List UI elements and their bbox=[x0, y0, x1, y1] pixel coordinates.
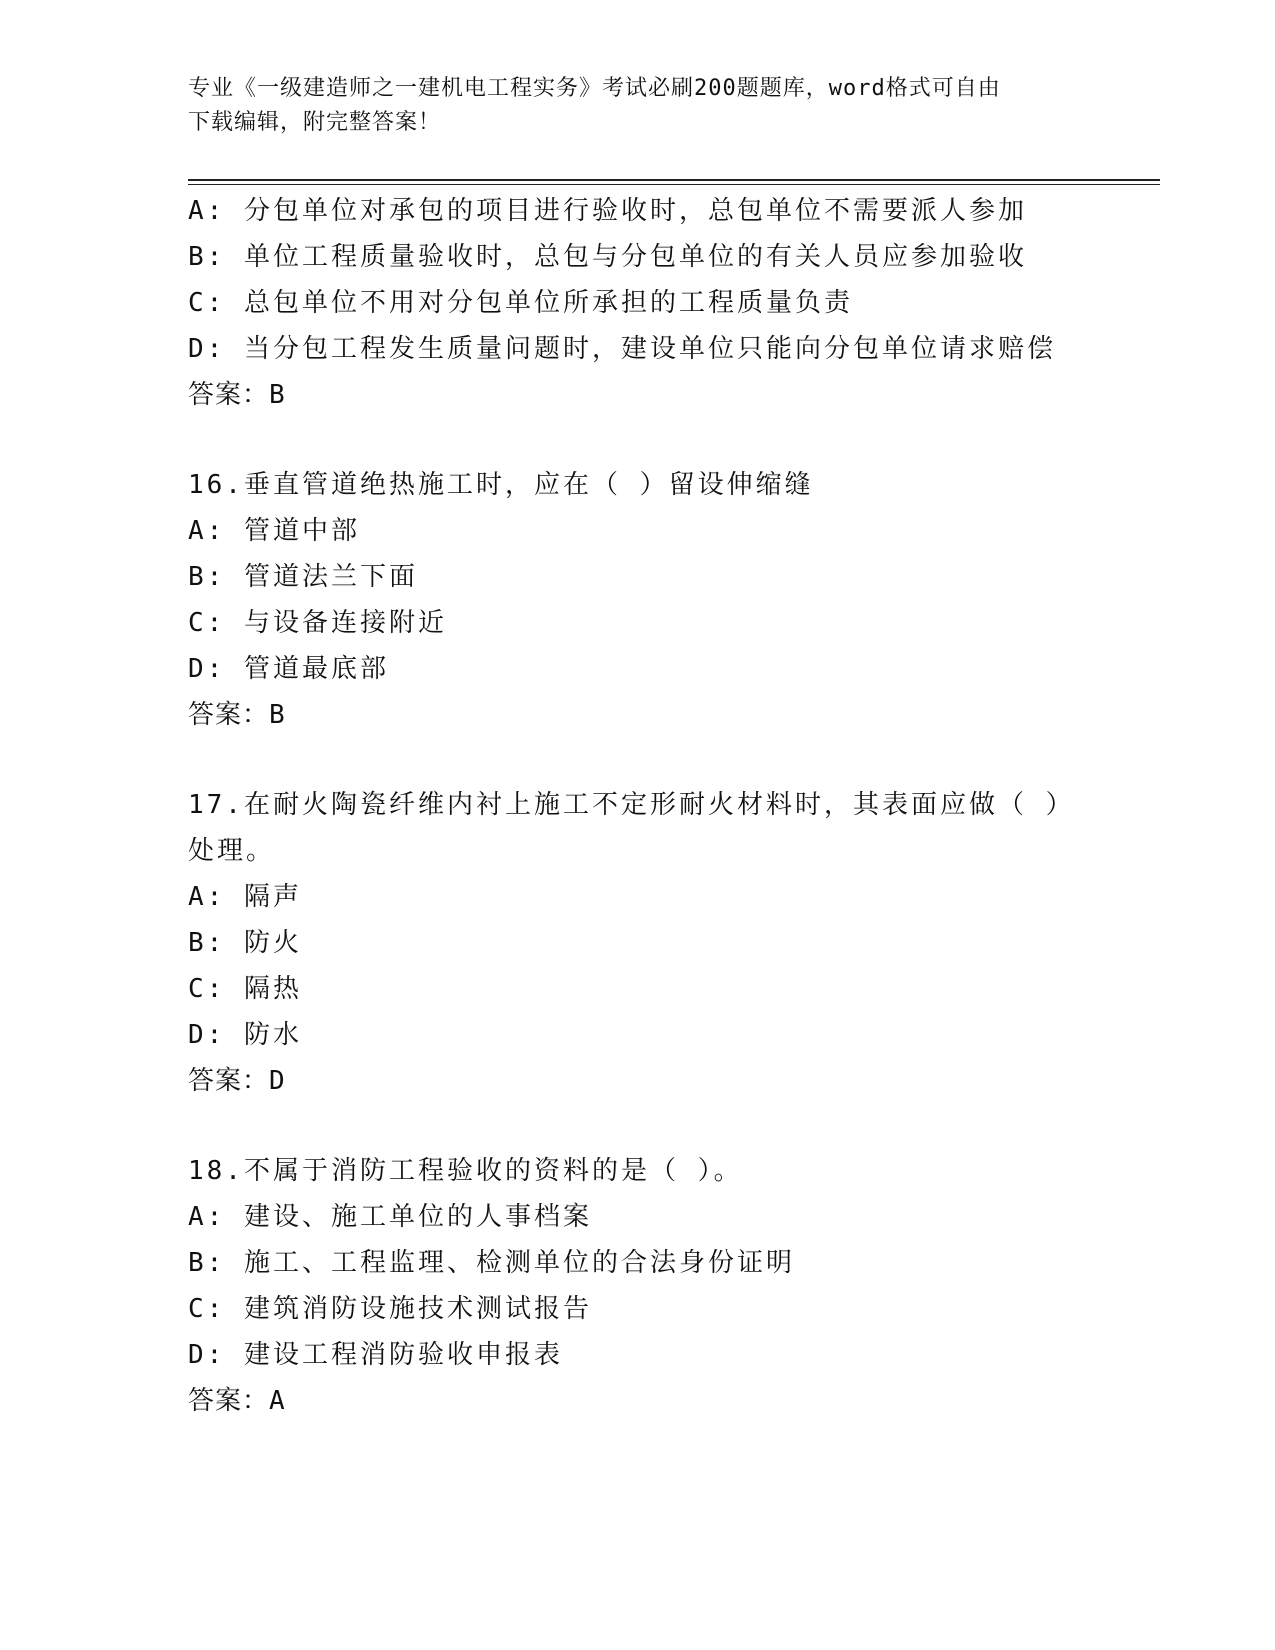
header-divider-thin bbox=[188, 184, 1160, 185]
header-line-2: 下载编辑，附完整答案！ bbox=[188, 110, 442, 135]
question-stem: 16.垂直管道绝热施工时，应在（ ）留设伸缩缝 bbox=[188, 470, 814, 500]
option-a: A: 分包单位对承包的项目进行验收时，总包单位不需要派人参加 bbox=[188, 196, 1027, 226]
option-c: C: 总包单位不用对分包单位所承担的工程质量负责 bbox=[188, 288, 853, 318]
option-c: C: 隔热 bbox=[188, 974, 302, 1004]
option-b: B: 单位工程质量验收时，总包与分包单位的有关人员应参加验收 bbox=[188, 242, 1027, 272]
option-d: D: 管道最底部 bbox=[188, 654, 389, 684]
question-stem-line-2: 处理。 bbox=[188, 836, 276, 866]
question-stem: 18.不属于消防工程验收的资料的是（ ）。 bbox=[188, 1156, 743, 1186]
answer: 答案：B bbox=[188, 700, 286, 730]
question-stem-line-1: 17.在耐火陶瓷纤维内衬上施工不定形耐火材料时，其表面应做（ ） bbox=[188, 790, 1075, 820]
spacer bbox=[188, 418, 1148, 462]
option-c: C: 建筑消防设施技术测试报告 bbox=[188, 1294, 592, 1324]
option-b: B: 施工、工程监理、检测单位的合法身份证明 bbox=[188, 1248, 795, 1278]
option-d: D: 防水 bbox=[188, 1020, 302, 1050]
answer: 答案：A bbox=[188, 1386, 286, 1416]
document-header bbox=[188, 72, 1088, 140]
option-a: A: 建设、施工单位的人事档案 bbox=[188, 1202, 592, 1232]
answer: 答案：D bbox=[188, 1066, 286, 1096]
question-17 bbox=[188, 782, 1148, 1104]
option-a: A: 隔声 bbox=[188, 882, 302, 912]
header-divider-thick bbox=[188, 179, 1160, 181]
question-list bbox=[188, 188, 1148, 1424]
answer: 答案：B bbox=[188, 380, 286, 410]
option-b: B: 防火 bbox=[188, 928, 302, 958]
question-18 bbox=[188, 1148, 1148, 1424]
header-line-1: 专业《一级建造师之一建机电工程实务》考试必刷200题题库，word格式可自由 bbox=[188, 76, 1001, 101]
spacer bbox=[188, 738, 1148, 782]
question-15-continued bbox=[188, 188, 1148, 418]
option-a: A: 管道中部 bbox=[188, 516, 360, 546]
option-b: B: 管道法兰下面 bbox=[188, 562, 418, 592]
option-d: D: 当分包工程发生质量问题时，建设单位只能向分包单位请求赔偿 bbox=[188, 334, 1056, 364]
spacer bbox=[188, 1104, 1148, 1148]
option-d: D: 建设工程消防验收申报表 bbox=[188, 1340, 563, 1370]
option-c: C: 与设备连接附近 bbox=[188, 608, 447, 638]
question-16 bbox=[188, 462, 1148, 738]
